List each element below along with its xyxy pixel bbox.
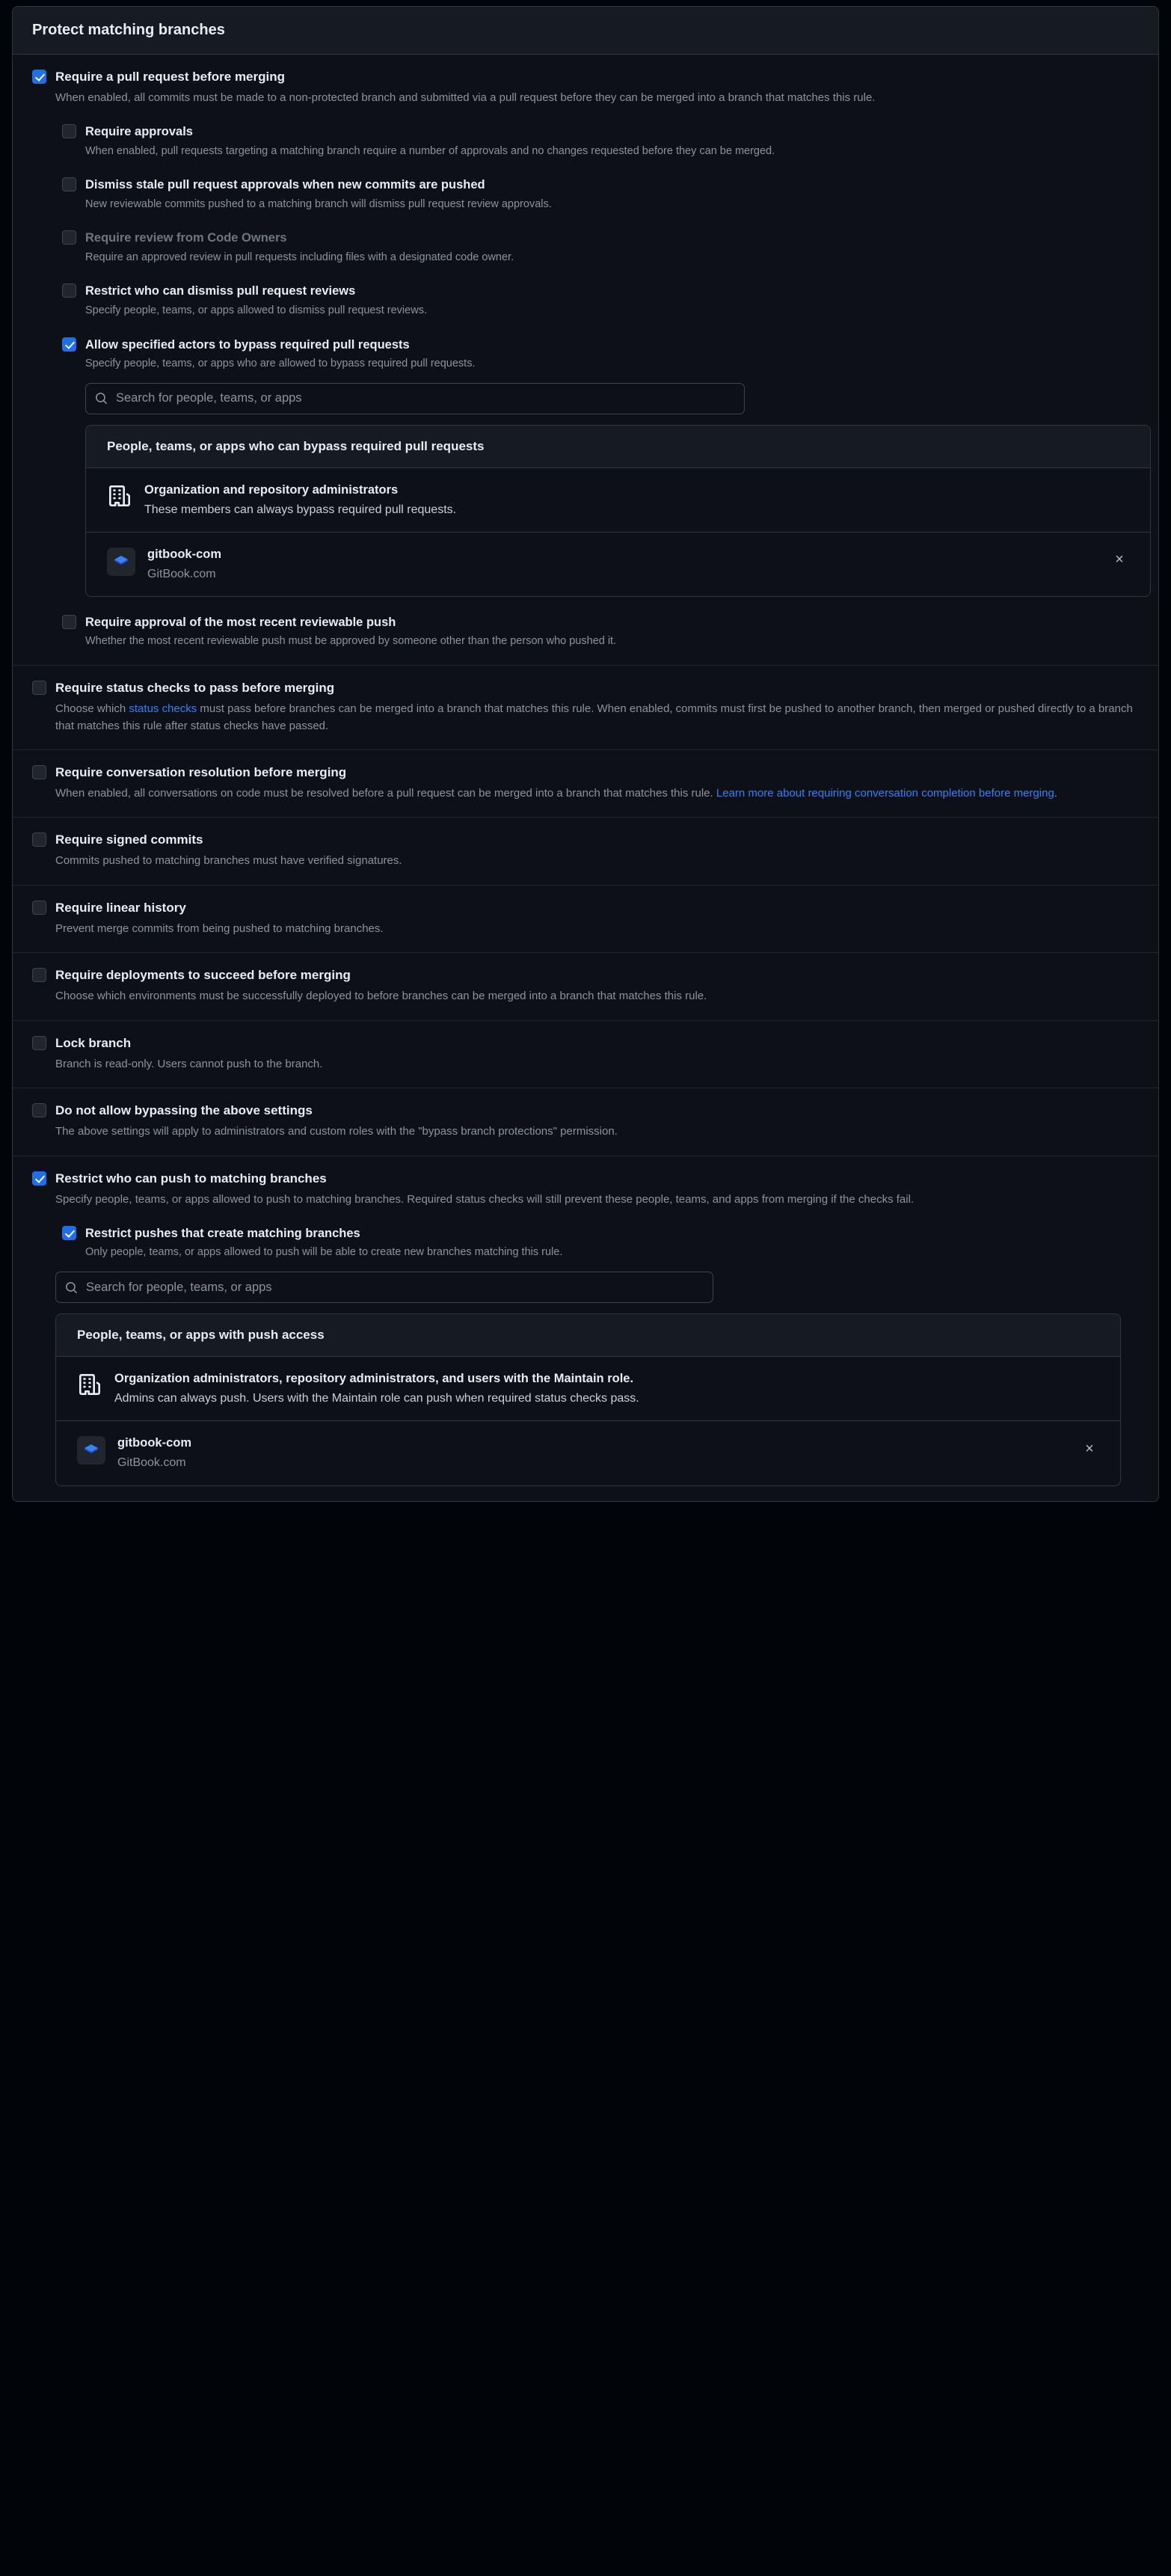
section-signed-commits: [13, 818, 1158, 885]
push-access-title: Organization administrators, repository administrators, and users with the Maintain role.: [114, 1372, 634, 1386]
no-bypass-row[interactable]: [32, 1102, 1139, 1140]
sub-require-approvals: [62, 123, 1139, 159]
section-restrict-push: [13, 1156, 1158, 1501]
sub-require-recent-push-approval: [62, 613, 1139, 650]
status-checks-link[interactable]: status checks: [129, 702, 197, 716]
push-access-search-box[interactable]: [55, 1272, 713, 1303]
require-pull-request-label: Require a pull request before merging: [55, 70, 286, 84]
require-pull-request-desc: When enabled, all commits must be made to a non-protected branch and submitted via a pull request before they can be merged into a branch that matches this rule.: [55, 91, 876, 104]
allow-bypass-desc: Specify people, teams, or apps who are allowed to bypass required pull requests.: [85, 357, 476, 369]
allow-bypass-label: Allow specified actors to bypass required pull requests: [85, 337, 410, 352]
bypass-actors-card: [85, 425, 1151, 598]
status-checks-checkbox[interactable]: [32, 681, 46, 695]
linear-history-row[interactable]: [32, 899, 1139, 937]
push-access-card: [55, 1313, 1121, 1486]
status-checks-label: Require status checks to pass before merging: [55, 681, 335, 696]
require-recent-push-approval-row[interactable]: [62, 613, 1139, 650]
no-bypass-checkbox[interactable]: [32, 1103, 46, 1117]
lock-branch-row[interactable]: [32, 1034, 1139, 1073]
remove-push-actor-button[interactable]: ×: [1085, 1440, 1094, 1457]
sub-allow-bypass: [62, 336, 1139, 598]
require-approvals-desc: When enabled, pull requests targeting a matching branch require a number of approvals and no changes requested before they can be merged.: [85, 144, 775, 157]
push-access-row-admins: [56, 1357, 1120, 1421]
organization-icon: [107, 483, 132, 509]
signed-commits-row[interactable]: [32, 831, 1139, 869]
restrict-push-desc: Specify people, teams, or apps allowed to push to matching branches. Required status checks will still prevent these people, teams, and apps from merging if the checks fail.: [55, 1192, 915, 1206]
conversation-resolution-label: Require conversation resolution before merging: [55, 765, 347, 780]
sub-dismiss-stale-approvals: [62, 176, 1139, 212]
status-checks-desc-after: must pass before branches can be merged into a branch that matches this rule. When enabled, commits must first be pushed to another branch, then merged or pushed directly to a branch that matches this rule after status checks have passed.: [55, 702, 1133, 732]
restrict-push-label: Restrict who can push to matching branches: [55, 1171, 327, 1186]
lock-branch-label: Lock branch: [55, 1035, 132, 1050]
require-code-owners-row: [62, 229, 1139, 266]
bypass-actors-card-title: People, teams, or apps who can bypass required pull requests: [86, 426, 1150, 468]
gitbook-avatar: [107, 548, 135, 576]
require-approvals-label: Require approvals: [85, 125, 193, 139]
push-access-card-title: People, teams, or apps with push access: [56, 1314, 1120, 1357]
allow-bypass-row[interactable]: [62, 336, 1139, 372]
dismiss-stale-approvals-label: Dismiss stale pull request approvals when new commits are pushed: [85, 178, 485, 192]
restrict-branch-creation-desc: Only people, teams, or apps allowed to push will be able to create new branches matching this rule.: [85, 1246, 563, 1259]
search-icon: [95, 392, 108, 405]
section-require-pull-request: [13, 55, 1158, 666]
section-deployments: [13, 953, 1158, 1020]
dismiss-stale-approvals-checkbox[interactable]: [62, 177, 76, 191]
allow-bypass-checkbox[interactable]: [62, 337, 76, 352]
lock-branch-desc: Branch is read-only. Users cannot push to the branch.: [55, 1057, 323, 1070]
lock-branch-checkbox[interactable]: [32, 1036, 46, 1050]
push-access-row-gitbook: [56, 1421, 1120, 1485]
no-bypass-label: Do not allow bypassing the above settings: [55, 1103, 313, 1118]
conversation-resolution-row[interactable]: [32, 764, 1139, 802]
bypass-search-input[interactable]: [114, 390, 735, 406]
require-approvals-row[interactable]: [62, 123, 1139, 159]
restrict-push-row[interactable]: [32, 1170, 1139, 1208]
signed-commits-label: Require signed commits: [55, 832, 203, 847]
linear-history-label: Require linear history: [55, 900, 186, 915]
bypass-actor-row-gitbook: [86, 533, 1150, 596]
restrict-branch-creation-label: Restrict pushes that create matching branches: [85, 1227, 360, 1241]
conversation-learn-more-link[interactable]: Learn more about requiring conversation completion before merging: [716, 786, 1054, 800]
signed-commits-desc: Commits pushed to matching branches must have verified signatures.: [55, 854, 402, 868]
restrict-branch-creation-checkbox[interactable]: [62, 1226, 76, 1240]
status-checks-desc-before: Choose which: [55, 702, 129, 716]
gitbook-avatar: [77, 1436, 105, 1465]
conversation-desc-after: .: [1054, 786, 1057, 800]
panel-title: Protect matching branches: [13, 7, 1158, 55]
restrict-branch-creation-row[interactable]: [62, 1224, 1139, 1261]
search-icon: [65, 1281, 78, 1294]
require-pull-request-checkbox[interactable]: [32, 70, 46, 84]
deployments-label: Require deployments to succeed before merging: [55, 968, 351, 983]
deployments-row[interactable]: [32, 966, 1139, 1005]
remove-bypass-actor-button[interactable]: ×: [1115, 551, 1124, 568]
sub-restrict-dismiss-reviews: [62, 282, 1139, 319]
bypass-actor-subtitle: These members can always bypass required pull requests.: [144, 503, 457, 516]
deployments-checkbox[interactable]: [32, 968, 46, 982]
bypass-actor-subtitle: GitBook.com: [147, 567, 216, 580]
require-recent-push-approval-label: Require approval of the most recent reviewable push: [85, 616, 396, 630]
status-checks-desc: [55, 701, 1139, 735]
status-checks-row[interactable]: [32, 679, 1139, 735]
push-access-subtitle: GitBook.com: [117, 1456, 186, 1470]
conversation-resolution-desc: [55, 785, 1139, 803]
restrict-dismiss-reviews-label: Restrict who can dismiss pull request reviews: [85, 284, 356, 298]
conversation-desc-before: When enabled, all conversations on code must be resolved before a pull request can be merged into a branch that matches this rule.: [55, 786, 716, 800]
require-recent-push-approval-checkbox[interactable]: [62, 615, 76, 629]
restrict-dismiss-reviews-row[interactable]: [62, 282, 1139, 319]
section-linear-history: [13, 886, 1158, 953]
bypass-actor-row-admins: [86, 468, 1150, 533]
conversation-resolution-checkbox[interactable]: [32, 765, 46, 779]
require-code-owners-desc: Require an approved review in pull requests including files with a designated code owner.: [85, 251, 514, 263]
push-access-search-input[interactable]: [84, 1280, 704, 1295]
restrict-dismiss-reviews-checkbox[interactable]: [62, 283, 76, 298]
no-bypass-desc: The above settings will apply to administrators and custom roles with the "bypass branch protections" permission.: [55, 1125, 618, 1138]
require-code-owners-label: Require review from Code Owners: [85, 231, 287, 245]
restrict-push-checkbox[interactable]: [32, 1171, 46, 1186]
dismiss-stale-approvals-row[interactable]: [62, 176, 1139, 212]
bypass-search-box[interactable]: [85, 383, 745, 414]
deployments-desc: Choose which environments must be successfully deployed to before branches can be merged into a branch that matches this rule.: [55, 990, 707, 1003]
require-pull-request-row[interactable]: [32, 68, 1139, 106]
bypass-actor-title: gitbook-com: [147, 547, 221, 561]
protect-matching-branches-panel: [12, 6, 1159, 1502]
section-lock-branch: [13, 1021, 1158, 1088]
organization-icon: [77, 1372, 102, 1397]
bypass-actor-title: Organization and repository administrators: [144, 482, 399, 497]
branch-protection-page: [0, 6, 1171, 1502]
sub-require-code-owners: [62, 229, 1139, 266]
linear-history-desc: Prevent merge commits from being pushed to matching branches.: [55, 921, 384, 935]
signed-commits-checkbox[interactable]: [32, 832, 46, 847]
linear-history-checkbox[interactable]: [32, 901, 46, 915]
dismiss-stale-approvals-desc: New reviewable commits pushed to a matching branch will dismiss pull request review approvals.: [85, 197, 552, 210]
push-access-title: gitbook-com: [117, 1436, 191, 1450]
push-access-subtitle: Admins can always push. Users with the Maintain role can push when required status checks pass.: [114, 1392, 639, 1405]
require-recent-push-approval-desc: Whether the most recent reviewable push must be approved by someone other than the person who pushed it.: [85, 635, 617, 648]
section-no-bypass: [13, 1088, 1158, 1156]
restrict-dismiss-reviews-desc: Specify people, teams, or apps allowed to dismiss pull request reviews.: [85, 304, 427, 316]
require-approvals-checkbox[interactable]: [62, 124, 76, 138]
require-code-owners-checkbox: [62, 230, 76, 245]
sub-restrict-branch-creation: [62, 1224, 1139, 1486]
section-status-checks: [13, 666, 1158, 750]
section-conversation-resolution: [13, 750, 1158, 818]
